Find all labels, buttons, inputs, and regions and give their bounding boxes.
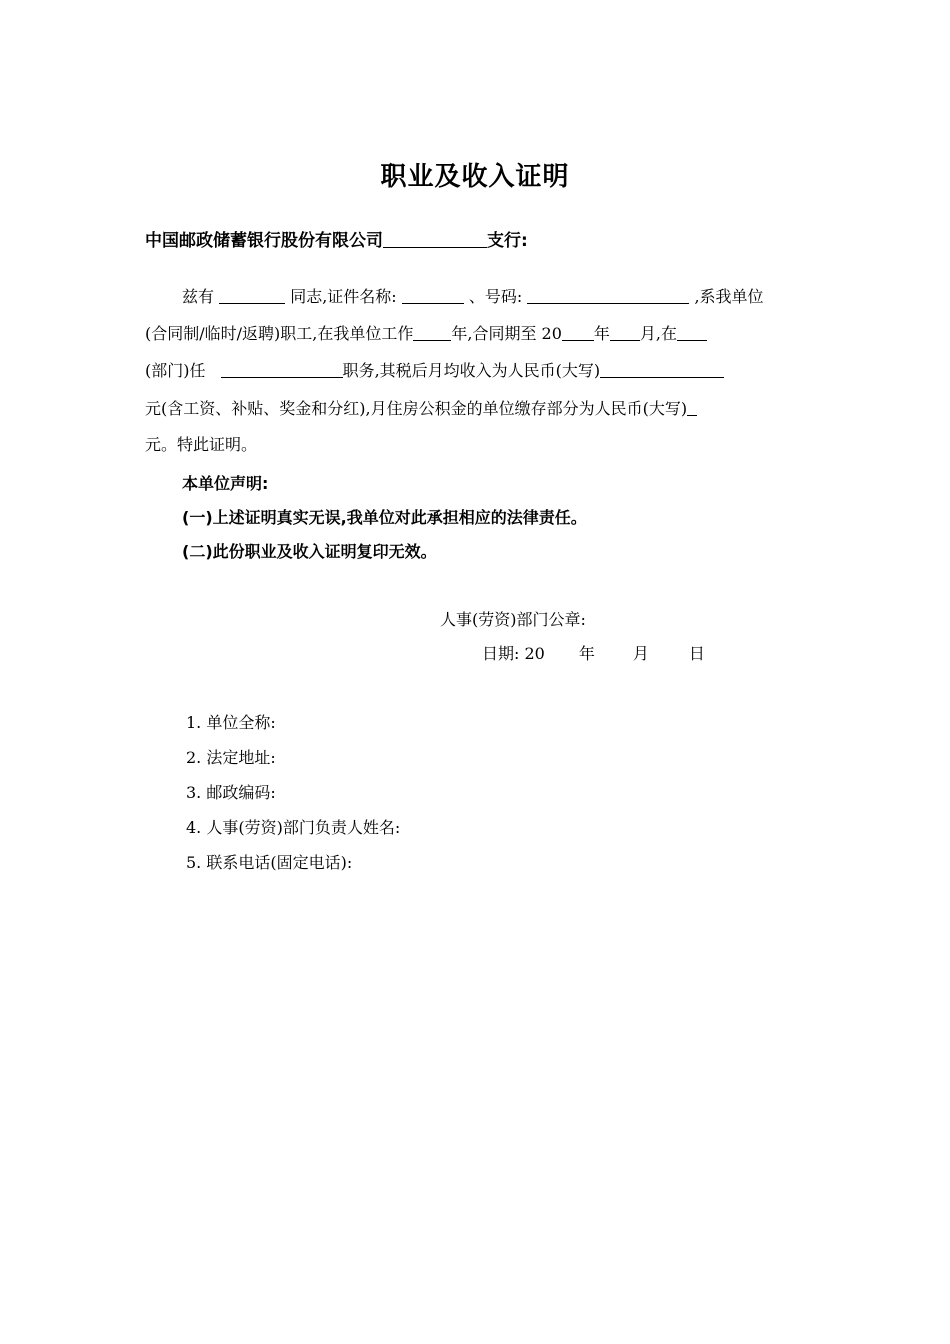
position-blank[interactable] — [221, 361, 343, 378]
text-position-income: 职务,其税后月均收入为人民币(大写) — [342, 361, 601, 380]
info-item-hr-contact: 4. 人事(劳资)部门负责人姓名: — [186, 818, 401, 837]
seal-label: 人事(劳资)部门公章: — [440, 610, 586, 629]
info-item-postcode: 3. 邮政编码: — [186, 783, 276, 802]
info-item-address: 2. 法定地址: — [186, 748, 276, 767]
declaration-heading: 本单位声明: — [182, 474, 269, 493]
id-type-blank[interactable] — [402, 287, 464, 304]
contract-month-blank[interactable] — [610, 324, 640, 341]
bank-name: 中国邮政储蓄银行股份有限公司 — [145, 231, 383, 251]
branch-blank[interactable] — [383, 230, 487, 248]
text-contract-until: 年,合同期至 20 — [451, 324, 562, 343]
body-line-3 — [145, 359, 809, 382]
body-line-2 — [145, 322, 809, 345]
date-month: 月 — [632, 644, 649, 663]
text-department: (部门)任 — [145, 361, 206, 380]
name-blank[interactable] — [219, 287, 285, 304]
bank-addressee — [145, 226, 528, 251]
department-blank[interactable] — [677, 324, 707, 341]
housing-fund-blank[interactable] — [687, 399, 697, 416]
text-housing-fund: 元(含工资、补贴、奖金和分红),月住房公积金的单位缴存部分为人民币(大写) — [145, 399, 688, 418]
text-id-type: 同志,证件名称: — [290, 287, 397, 306]
declaration-item-2: (二)此份职业及收入证明复印无效。 — [182, 542, 437, 561]
info-item-unit-name: 1. 单位全称: — [186, 713, 276, 732]
id-number-blank[interactable] — [527, 287, 689, 304]
text-year: 年 — [593, 324, 610, 343]
text-id-number: 、号码: — [468, 287, 523, 306]
body-line-5 — [145, 434, 809, 456]
income-blank[interactable] — [600, 361, 724, 378]
date-label: 日期: 20 — [482, 644, 545, 663]
body-line-4 — [145, 397, 809, 420]
declaration-item-1: (一)上述证明真实无误,我单位对此承担相应的法律责任。 — [182, 508, 587, 527]
branch-suffix: 支行: — [487, 231, 528, 251]
date-day: 日 — [688, 644, 705, 663]
text-unit: ,系我单位 — [694, 287, 764, 306]
text-hereby-certify: 元。特此证明。 — [145, 435, 258, 454]
date-year: 年 — [578, 644, 595, 663]
text-contract-type: (合同制/临时/返聘)职工,在我单位工作 — [145, 324, 414, 343]
work-years-blank[interactable] — [413, 324, 451, 341]
text-month-at: 月,在 — [639, 324, 678, 343]
text-zi-you: 兹有 — [182, 287, 215, 306]
body-line-1 — [182, 285, 846, 308]
info-item-phone: 5. 联系电话(固定电话): — [186, 853, 353, 872]
page-title: 职业及收入证明 — [380, 162, 570, 192]
date-line — [482, 641, 705, 664]
contract-year-blank[interactable] — [562, 324, 594, 341]
